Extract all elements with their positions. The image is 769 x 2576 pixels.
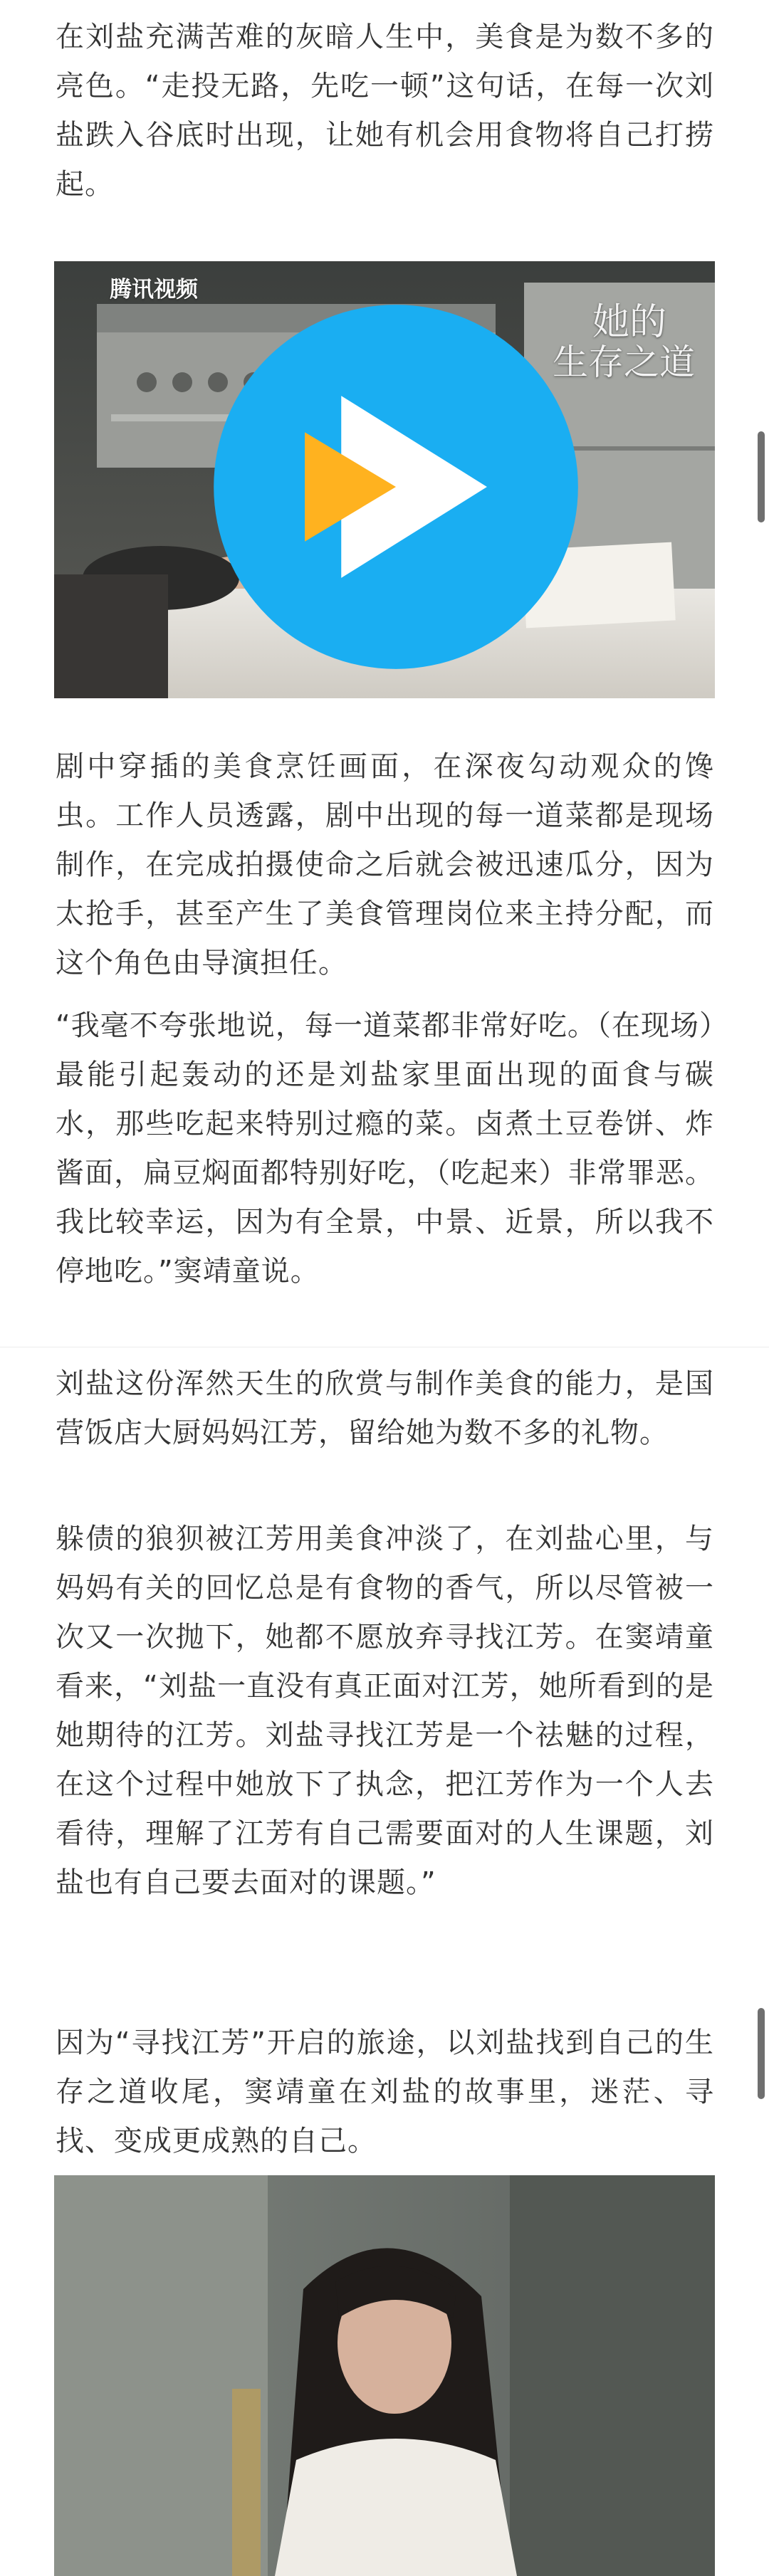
show-title-overlay <box>553 303 695 382</box>
article-paragraph-6: 因为“寻找江芳”开启的旅途，以刘盐找到自己的生存之道收尾，窦靖童在刘盐的故事里，迷茫、寻找、变成更成熟的自己。 <box>56 2026 714 2157</box>
scrollbar-thumb[interactable] <box>758 431 765 522</box>
article-paragraph-1: 在刘盐充满苦难的灰暗人生中，美食是为数不多的亮色。“走投无路，先吃一顿”这句话，在每一次刘盐跌入谷底时出现，让她有机会用食物将自己打捞起。 <box>56 21 714 201</box>
article-paragraph-4: 刘盐这份浑然天生的欣赏与制作美食的能力，是国营饭店大厨妈妈江芳，留给她为数不多的礼物。 <box>56 1367 714 1449</box>
tencent-video-logo-text: 腾讯视频 <box>110 277 198 303</box>
article-paragraph-5: 躲债的狼狈被江芳用美食冲淡了，在刘盐心里，与妈妈有关的回忆总是有食物的香气，所以尽管被一次又一次抛下，她都不愿放弃寻找江芳。在窦靖童看来，“刘盐一直没有真正面对江芳，她所看到的是她期待的江芳。刘盐寻找江芳是一个祛魅的过程，在这个过程中她放下了执念，把江芳作为一个人去看待，理解了江芳有自己需要面对的人生课题，刘盐也有自己要去面对的课题。” <box>56 1523 714 1899</box>
portrait-still-image <box>54 2175 715 2576</box>
kitchen-still-image <box>54 261 715 698</box>
scrollbar-thumb[interactable] <box>758 2008 765 2099</box>
show-title-line-2: 生存之道 <box>553 342 695 384</box>
portrait-scene-illustration <box>54 2175 715 2576</box>
show-title-line-1: 她的 <box>592 301 666 344</box>
article-paragraph-3: “我毫不夸张地说，每一道菜都非常好吃。（在现场）最能引起轰动的还是刘盐家里面出现的面食与碳水，那些吃起来特别过瘾的菜。卤煮土豆卷饼、炸酱面，扁豆焖面都特别好吃，（吃起来）非常罪恶。我比较幸运，因为有全景，中景、近景，所以我不停地吃。”窦靖童说。 <box>56 1009 714 1288</box>
article-paragraph-2: 剧中穿插的美食烹饪画面，在深夜勾动观众的馋虫。工作人员透露，剧中出现的每一道菜都是现场制作，在完成拍摄使命之后就会被迅速瓜分，因为太抢手，甚至产生了美食管理岗位来主持分配，而这个角色由导演担任。 <box>56 750 714 979</box>
